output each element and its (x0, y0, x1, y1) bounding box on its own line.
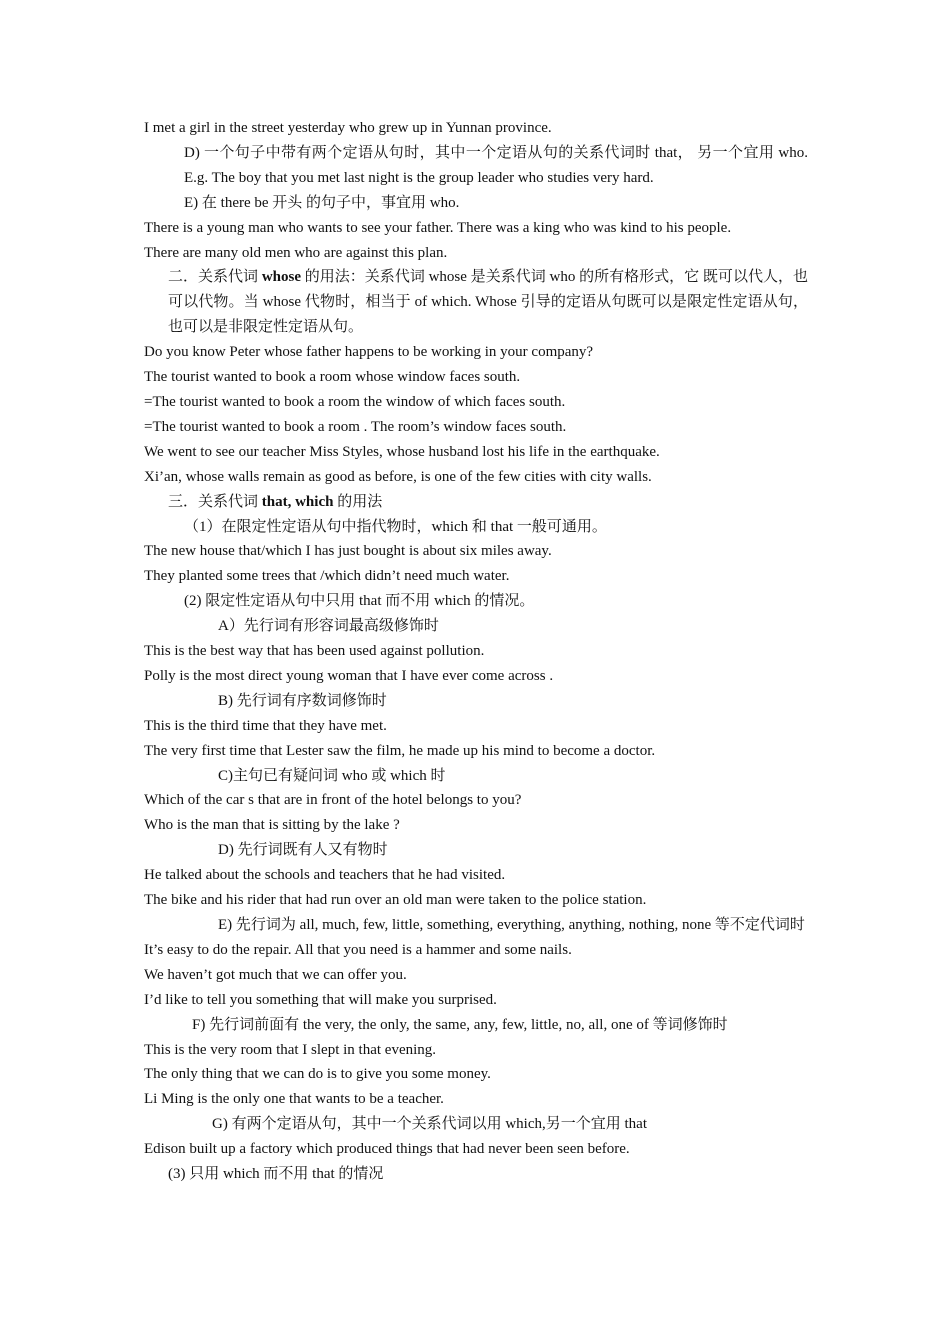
text-line: The very first time that Lester saw the film, he made up his mind to become a doctor. (144, 742, 656, 759)
heading-prefix: 三．关系代词 (168, 493, 262, 510)
text-line: E) 先行词为 all, much, few, little, something, everything, anything, nothing, none 等不定代词时 (218, 917, 805, 933)
text-line: (2) 限定性定语从句中只用 that 而不用 which 的情况。 (184, 593, 535, 610)
text-line: The only thing that we can do is to give you some money. (144, 1066, 491, 1083)
heading-keyword: that, which (261, 493, 334, 510)
text-line: A）先行词有形容词最高级修饰时 (218, 618, 439, 635)
text-line: G) 有两个定语从句，其中一个关系代词以用 which,另一个宜用 that (212, 1116, 647, 1133)
text-line: They planted some trees that /which didn’t need much water. (144, 568, 510, 585)
text-line: The tourist wanted to book a room whose window faces south. (144, 369, 521, 386)
text-line: I met a girl in the street yesterday who grew up in Yunnan province. (144, 120, 552, 136)
heading-text: 的用法：关系代词 whose 是关系代词 who 的所有格形式，它 既可以代人，也可以代物。当 whose 代物时，相当于 of which. Whose 引导的定语从句既可以是限定性定语从句，也可以是非限定性定语从句。 (168, 269, 808, 336)
text-line: There is a young man who wants to see your father. There was a king who was kind to his people. (144, 219, 732, 236)
text-line: Who is the man that is sitting by the lake ? (144, 817, 400, 834)
text-line: F) 先行词前面有 the very, the only, the same, any, few, little, no, all, one of 等词修饰时 (192, 1016, 728, 1033)
text-line: Edison built up a factory which produced things that had never been seen before. (144, 1141, 630, 1158)
text-line: Polly is the most direct young woman that I have ever come across . (144, 667, 554, 684)
text-line: Li Ming is the only one that wants to be a teacher. (144, 1091, 444, 1108)
text-line: He talked about the schools and teachers that he had visited. (144, 867, 506, 884)
text-line: Xi’an, whose walls remain as good as before, is one of the few cities with city walls. (144, 468, 652, 485)
text-line: The new house that/which I has just bought is about six miles away. (144, 543, 552, 560)
text-line: There are many old men who are against this plan. (144, 244, 448, 261)
text-line: We haven’t got much that we can offer you. (144, 966, 407, 983)
text-line: D) 先行词既有人又有物时 (218, 842, 388, 859)
document-body (144, 116, 808, 1187)
text-line: The bike and his rider that had run over an old man were taken to the police station. (144, 892, 647, 909)
section-heading-whose (144, 265, 808, 340)
heading-prefix: 二．关系代词 (168, 269, 262, 286)
text-line: This is the best way that has been used against pollution. (144, 643, 485, 660)
text-line: Which of the car s that are in front of the hotel belongs to you? (144, 792, 522, 809)
text-line: =The tourist wanted to book a room the window of which faces south. (144, 393, 566, 410)
text-line: E) 在 there be 开头 的句子中，事宜用 who. (184, 194, 460, 211)
text-line: B) 先行词有序数词修饰时 (218, 692, 387, 709)
text-line: D) 一个句子中带有两个定语从句时，其中一个定语从句的关系代词时 that， 另一个宜用 who. E.g. The boy that you met last night is the group leader who studies very hard. (184, 144, 808, 186)
text-line: (3) 只用 which 而不用 that 的情况 (168, 1166, 384, 1183)
text-line: This is the third time that they have met. (144, 717, 387, 734)
text-line: Do you know Peter whose father happens to be working in your company? (144, 344, 594, 361)
text-line: It’s easy to do the repair. All that you need is a hammer and some nails. (144, 941, 572, 958)
section-heading-that-which (144, 490, 808, 515)
heading-keyword: whose (261, 269, 301, 286)
text-line: C)主句已有疑问词 who 或 which 时 (218, 767, 446, 784)
text-line: We went to see our teacher Miss Styles, whose husband lost his life in the earthquake. (144, 443, 660, 460)
heading-text: 的用法 (333, 493, 383, 510)
text-line: I’d like to tell you something that will make you surprised. (144, 991, 497, 1008)
text-line: =The tourist wanted to book a room . The room’s window faces south. (144, 418, 567, 435)
text-line: （1）在限定性定语从句中指代物时，which 和 that 一般可通用。 (184, 518, 607, 535)
text-line: This is the very room that I slept in that evening. (144, 1041, 437, 1058)
